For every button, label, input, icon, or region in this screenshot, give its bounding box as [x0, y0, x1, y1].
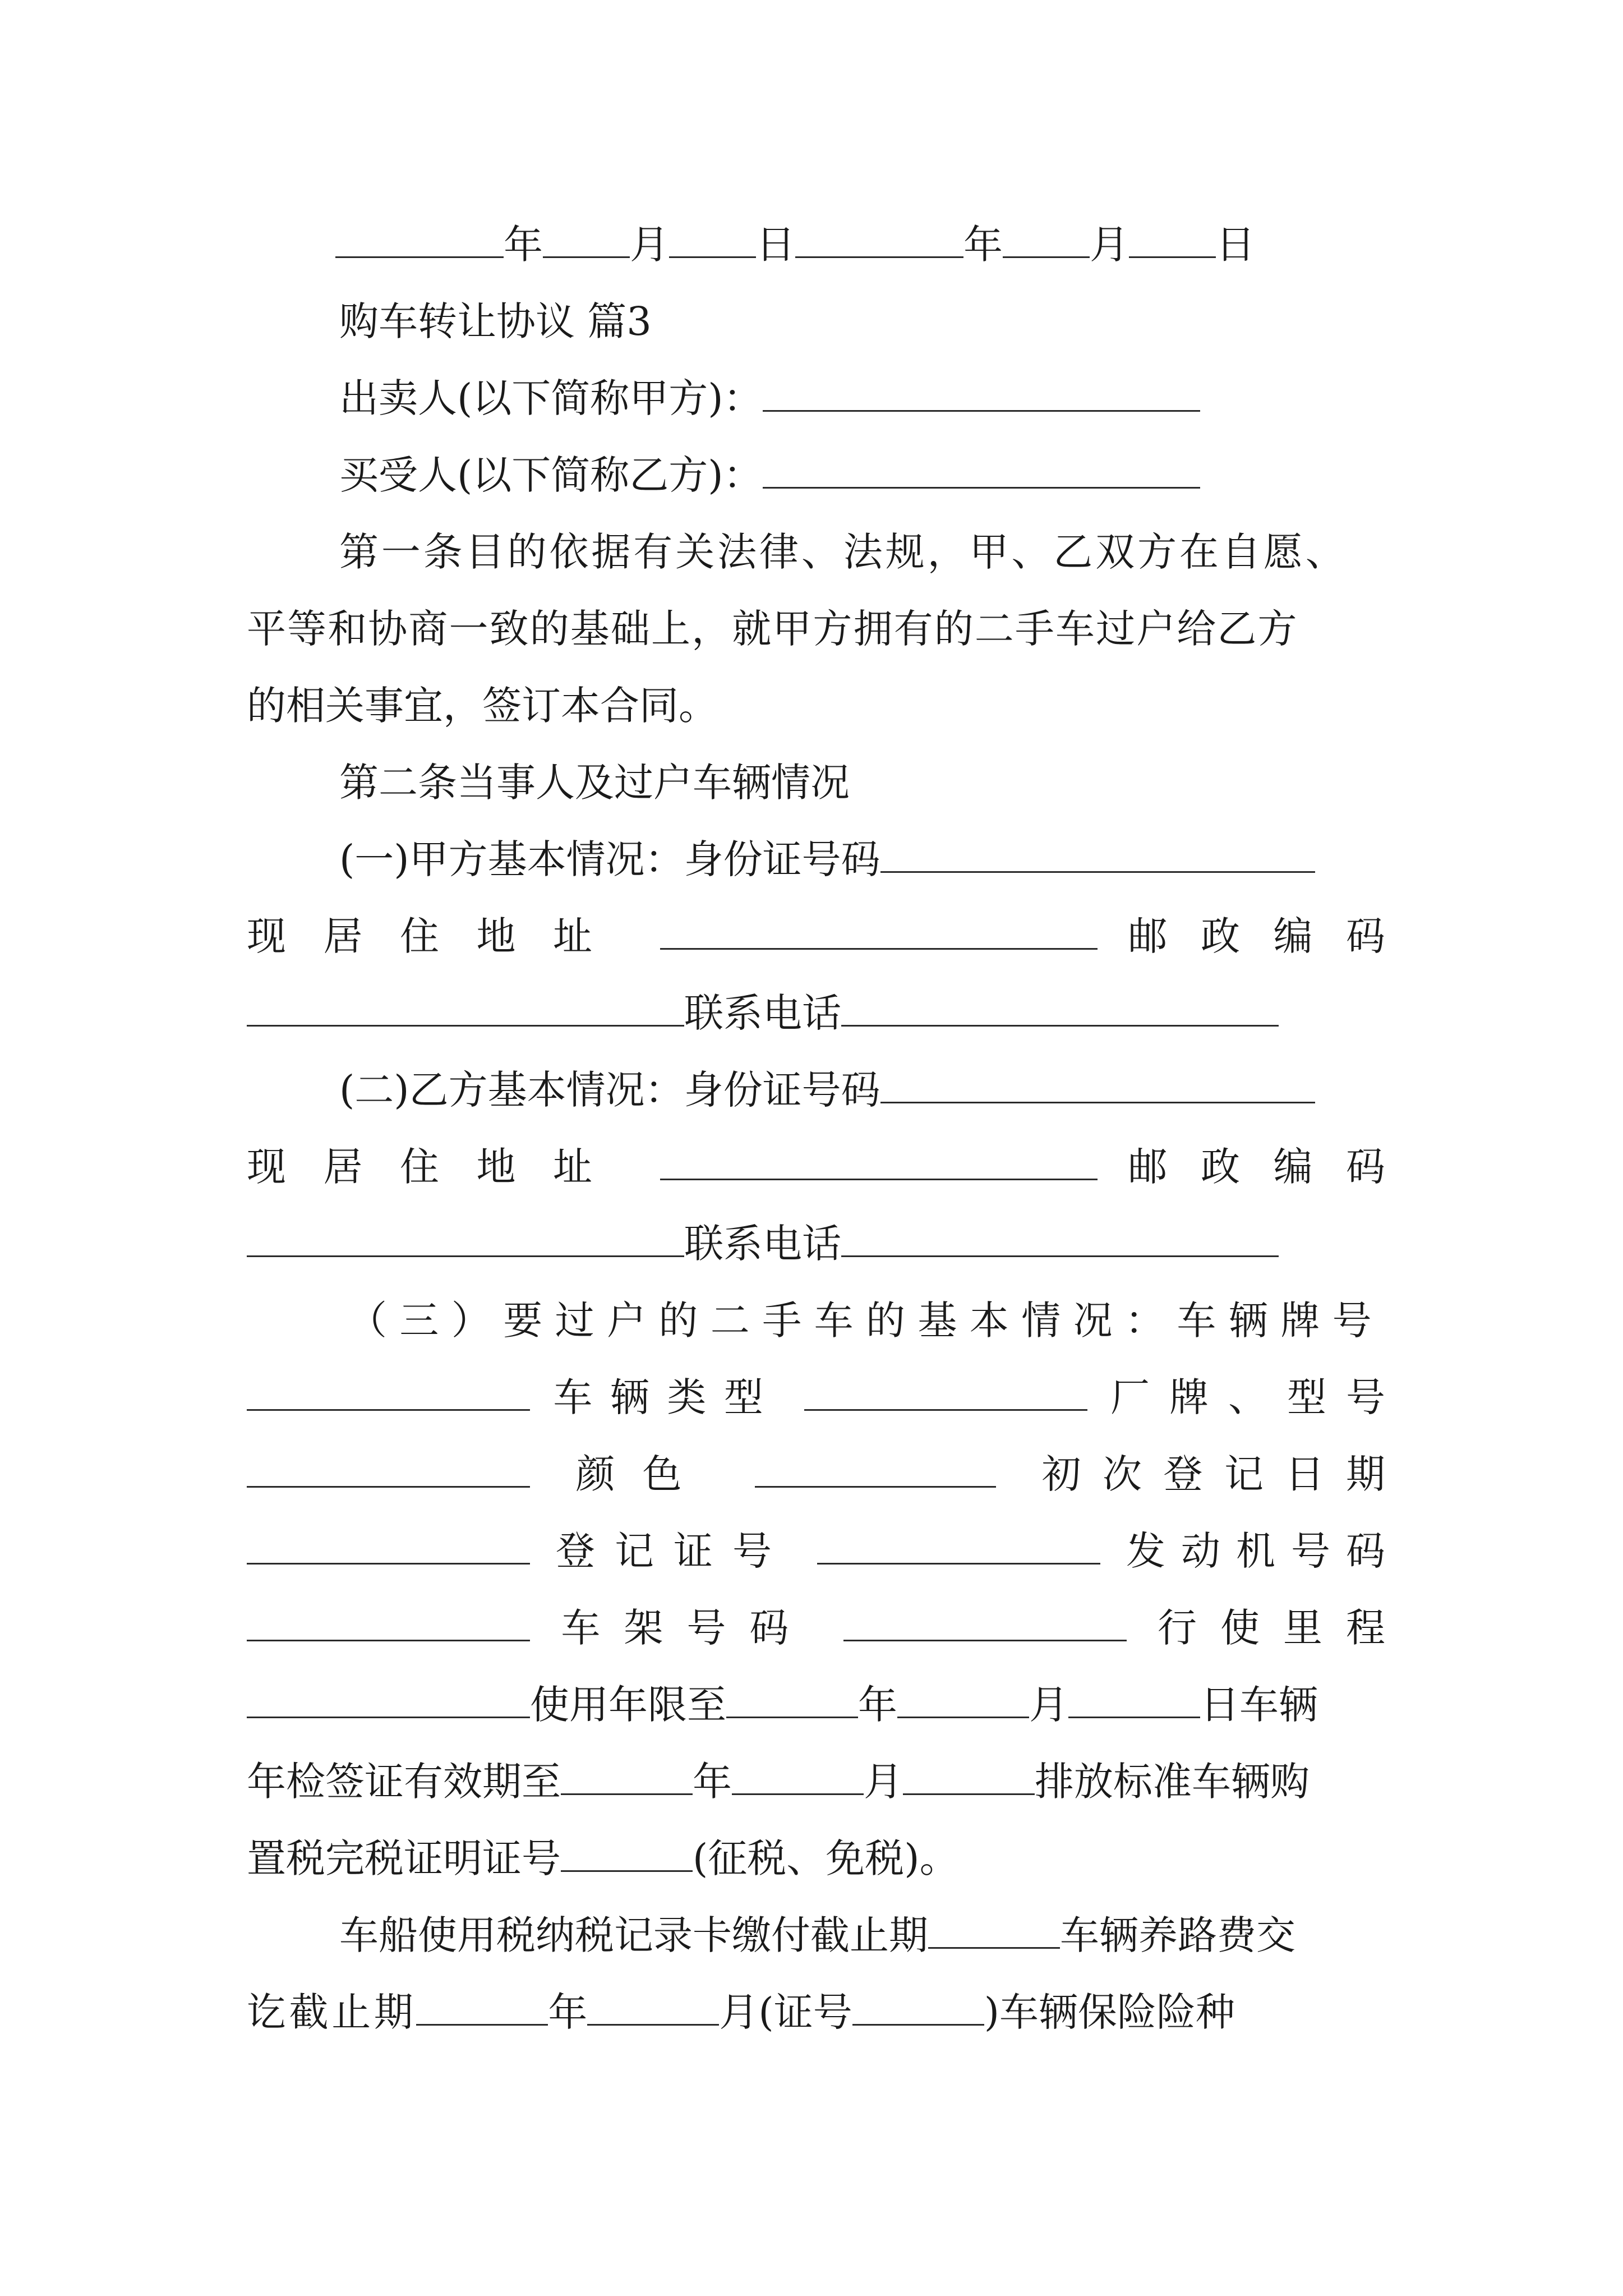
party-a-phone-label: 联系电话: [684, 990, 841, 1036]
color-label: 颜色: [575, 1451, 709, 1497]
plate-blank[interactable]: [247, 1370, 530, 1411]
month-label-1: 月: [630, 222, 669, 268]
road-fee-label: 车辆养路费交: [1060, 1912, 1295, 1958]
vessel-tax-row-2: [247, 1974, 1385, 2050]
party-b-address-row: [247, 1129, 1419, 1205]
use-day-label: 日车辆: [1200, 1682, 1318, 1728]
vehicle-label-row: [348, 1282, 1385, 1359]
vehicle-row-6: [247, 1743, 1385, 1820]
party-a-phone-row: [247, 975, 1385, 1051]
deadline-year-label: 年: [548, 1989, 588, 2035]
use-day-blank[interactable]: [1068, 1677, 1200, 1718]
party-b-address-label: 现居住地址: [247, 1144, 630, 1190]
use-until-label: 使用年限至: [530, 1682, 726, 1728]
seller-label: 出卖人(以下简称甲方)：: [339, 375, 763, 421]
engine-label: 发动机号码: [1126, 1528, 1401, 1574]
tax-cert-label: 置税完税证明证号: [247, 1835, 561, 1881]
brand-label: 厂牌、型号: [1110, 1374, 1405, 1420]
party-a-address-label: 现居住地址: [247, 913, 630, 959]
party-b-phone-row: [247, 1205, 1385, 1282]
deadline-year-blank[interactable]: [416, 1985, 548, 2026]
deadline-month-blank[interactable]: [587, 1985, 719, 2026]
day-blank-1[interactable]: [669, 217, 756, 258]
buyer-row: [339, 437, 1385, 513]
day-label-2: 日: [1216, 222, 1255, 268]
party-b-label: (二)乙方基本情况：身份证号码: [339, 1067, 880, 1113]
party-b-postal-blank[interactable]: [247, 1216, 684, 1257]
vehicle-row-5: [247, 1667, 1385, 1743]
inspect-year-label: 年: [693, 1759, 732, 1805]
year-blank-2[interactable]: [795, 217, 963, 258]
article1-line3: 的相关事宜，签订本合同。: [247, 683, 718, 729]
vessel-tax-row-1: [339, 1897, 1385, 1973]
use-month-label: 月: [1029, 1682, 1068, 1728]
inspect-label: 年检签证有效期至: [247, 1759, 561, 1805]
deadline-month-label: 月: [719, 1989, 759, 2035]
vehicle-row-4: [247, 1590, 1409, 1666]
party-a-id-blank[interactable]: [880, 832, 1315, 873]
article2-title: 第二条当事人及过户车辆情况: [339, 760, 850, 806]
tax-note: (征税、免税)。: [693, 1835, 959, 1881]
day-label-1: 日: [756, 222, 795, 268]
party-a-row: [339, 821, 1385, 898]
year-label-1: 年: [504, 222, 543, 268]
article1-line2: 平等和协商一致的基础上，就甲方拥有的二手车过户给乙方: [247, 606, 1298, 652]
cert-open-label: (证号: [758, 1989, 852, 2035]
month-blank-1[interactable]: [543, 217, 630, 258]
mileage-label: 行使里程: [1157, 1605, 1409, 1651]
mileage-blank[interactable]: [247, 1677, 530, 1718]
day-blank-2[interactable]: [1129, 217, 1216, 258]
inspect-month-blank[interactable]: [732, 1754, 864, 1795]
vehicle-label: （三）要过户的二手车的基本情况：车辆牌号: [348, 1297, 1384, 1343]
engine-blank[interactable]: [247, 1600, 530, 1641]
emission-label: 排放标准车辆购: [1035, 1759, 1310, 1805]
inspect-month-label: 月: [864, 1759, 903, 1805]
party-a-postal-label: 邮政编码: [1128, 913, 1419, 959]
party-a-postal-blank[interactable]: [247, 986, 684, 1027]
date-line: [335, 206, 1345, 283]
inspect-year-blank[interactable]: [561, 1754, 693, 1795]
emission-blank[interactable]: [903, 1754, 1035, 1795]
use-year-blank[interactable]: [726, 1677, 858, 1718]
year-blank-1[interactable]: [335, 217, 504, 258]
insurance-label: )车辆保险险种: [984, 1989, 1235, 2035]
vehicle-row-2: [247, 1436, 1407, 1512]
agreement-heading: 购车转让协议 篇3: [339, 298, 652, 344]
seller-row: [339, 360, 1385, 436]
party-a-address-row: [247, 898, 1419, 974]
month-blank-2[interactable]: [1003, 217, 1090, 258]
reg-no-label: 登记证号: [556, 1528, 791, 1574]
cert-blank[interactable]: [852, 1985, 984, 2026]
buyer-blank[interactable]: [763, 448, 1200, 489]
seller-blank[interactable]: [763, 371, 1200, 412]
party-b-postal-label: 邮政编码: [1128, 1144, 1419, 1190]
frame-label: 车架号码: [561, 1605, 813, 1651]
vehicle-type-label: 车辆类型: [553, 1374, 781, 1420]
first-reg-blank[interactable]: [247, 1524, 530, 1565]
vehicle-type-blank[interactable]: [804, 1370, 1087, 1411]
use-year-label: 年: [858, 1682, 897, 1728]
party-b-phone-label: 联系电话: [684, 1221, 841, 1267]
reg-no-blank[interactable]: [817, 1524, 1100, 1565]
vehicle-row-1: [247, 1359, 1405, 1435]
color-blank[interactable]: [755, 1447, 996, 1488]
party-a-label: (一)甲方基本情况：身份证号码: [339, 836, 880, 882]
article1-line1: 第一条目的依据有关法律、法规，甲、乙双方在自愿、: [339, 529, 1348, 575]
vehicle-row-3: [247, 1513, 1401, 1589]
use-month-blank[interactable]: [897, 1677, 1029, 1718]
party-a-phone-blank[interactable]: [841, 986, 1279, 1027]
first-reg-label: 初次登记日期: [1041, 1451, 1407, 1497]
brand-blank[interactable]: [247, 1447, 530, 1488]
party-b-address-blank[interactable]: [660, 1139, 1098, 1180]
vessel-tax-blank[interactable]: [928, 1908, 1060, 1949]
party-b-phone-blank[interactable]: [841, 1216, 1279, 1257]
frame-blank[interactable]: [843, 1600, 1127, 1641]
vehicle-row-7: [247, 1820, 1385, 1897]
month-label-2: 月: [1090, 222, 1129, 268]
tax-cert-blank[interactable]: [561, 1831, 693, 1872]
party-a-address-blank[interactable]: [660, 909, 1098, 950]
buyer-label: 买受人(以下简称乙方)：: [339, 452, 763, 498]
vessel-tax-label: 车船使用税纳税记录卡缴付截止期: [339, 1912, 928, 1958]
party-b-id-blank[interactable]: [880, 1062, 1315, 1103]
year-label-2: 年: [963, 222, 1003, 268]
deadline-label: 讫截止期: [247, 1989, 417, 2035]
party-b-row: [339, 1052, 1385, 1128]
